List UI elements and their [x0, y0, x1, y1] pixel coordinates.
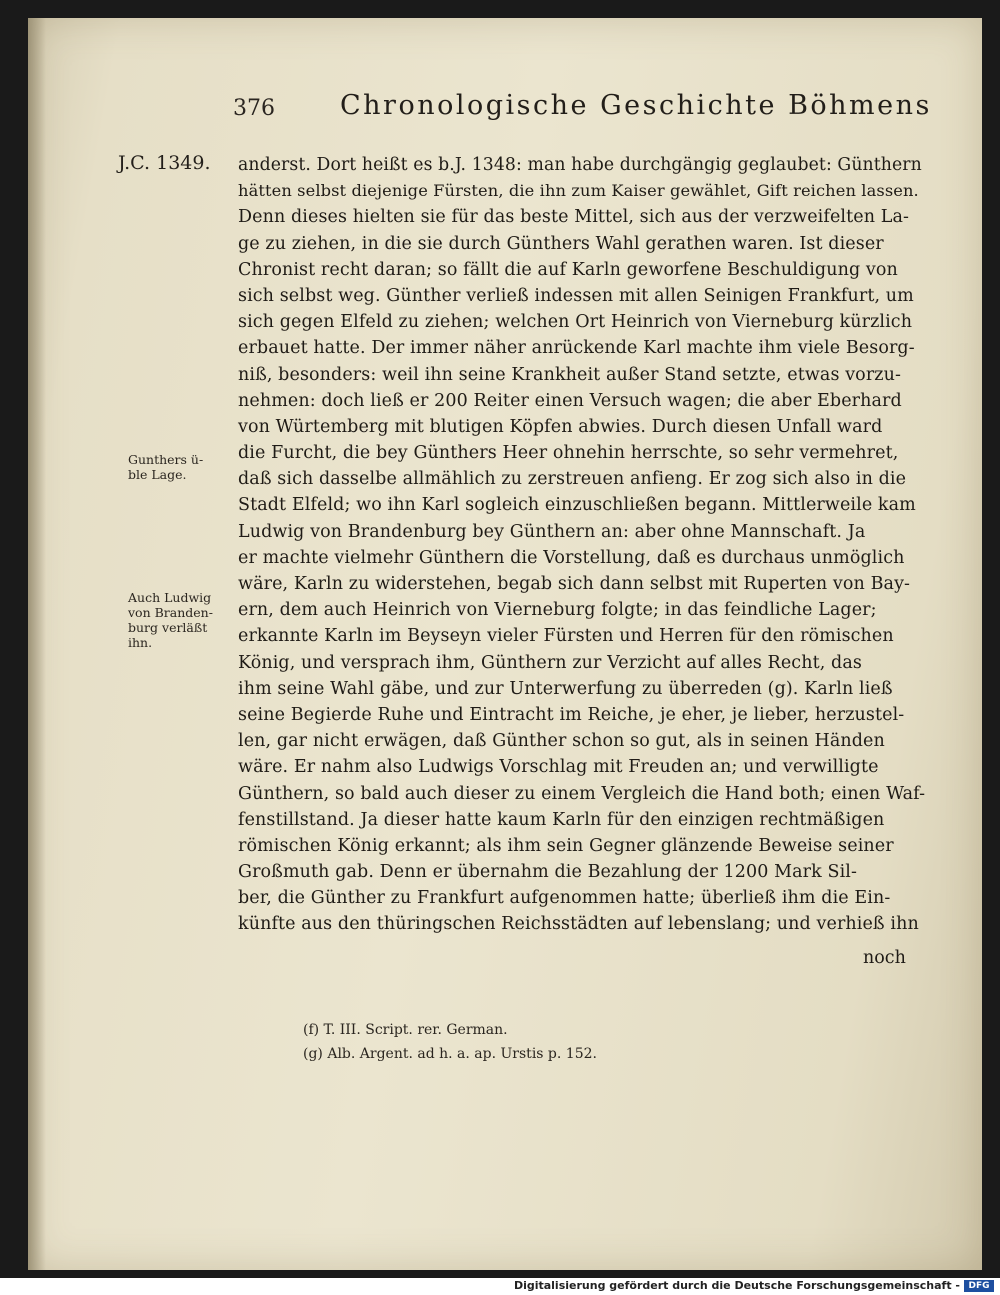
text-line: nehmen: doch ließ er 200 Reiter einen Versuch wagen; die aber Eberhard: [238, 390, 902, 411]
text-line: len, gar nicht erwägen, daß Günther schon so gut, als in seinen Händen: [238, 731, 885, 752]
margin-note-line: ihn.: [128, 635, 153, 650]
text-line: Großmuth gab. Denn er übernahm die Bezahlung der 1200 Mark Sil-: [238, 862, 857, 883]
text-line: fenstillstand. Ja dieser hatte kaum Karln für den einzigen rechtmäßigen: [238, 809, 885, 830]
text-line: Denn dieses hielten sie für das beste Mittel, sich aus der verzweifelten La-: [238, 207, 910, 228]
text-line: ber, die Günther zu Frankfurt aufgenommen hatte; überließ ihm die Ein-: [238, 888, 891, 909]
text-line: Ludwig von Brandenburg bey Günthern an: aber ohne Mannschaft. Ja: [238, 521, 866, 542]
dfg-logo-icon: DFG: [964, 1280, 994, 1292]
margin-note-line: von Branden-: [128, 605, 213, 620]
text-line: die Furcht, die bey Günthers Heer ohnehin herrschte, so sehr vermehret,: [238, 443, 899, 464]
text-line: seine Begierde Ruhe und Eintracht im Reiche, je eher, je lieber, herzustel-: [238, 704, 905, 725]
footnotes: [303, 1018, 803, 1066]
text-line: ern, dem auch Heinrich von Vierneburg folgte; in das feindliche Lager;: [238, 600, 877, 621]
margin-note-ludwig: [128, 590, 213, 650]
margin-note-line: burg verläßt: [128, 620, 208, 635]
credit-bar: [0, 1278, 1000, 1295]
text-line: sich selbst weg. Günther verließ indessen mit allen Seinigen Frankfurt, um: [238, 285, 914, 306]
margin-note-line: ble Lage.: [128, 467, 187, 482]
text-line: Stadt Elfeld; wo ihn Karl sogleich einzuschließen begann. Mittlerweile kam: [238, 495, 916, 516]
footnote-f: (f) T. III. Script. rer. German.: [303, 1022, 508, 1038]
text-line: erbauet hatte. Der immer näher anrückende Karl machte ihm viele Besorg-: [238, 338, 915, 359]
book-page: [28, 18, 982, 1270]
text-line: von Würtemberg mit blutigen Köpfen abwies. Durch diesen Unfall ward: [238, 416, 883, 437]
funding-credit: Digitalisierung gefördert durch die Deutsche Forschungsgemeinschaft -: [513, 1279, 960, 1292]
text-line: Günthern, so bald auch dieser zu einem Vergleich die Hand both; einen Waf-: [238, 783, 926, 804]
margin-note-line: Auch Ludwig: [128, 590, 212, 605]
margin-year: J.C. 1349.: [118, 152, 211, 174]
text-line: ge zu ziehen, in die sie durch Günthers Wahl gerathen waren. Ist dieser: [238, 233, 884, 254]
text-line: wäre. Er nahm also Ludwigs Vorschlag mit Freuden an; und verwilligte: [238, 757, 879, 778]
body-text: [238, 152, 928, 938]
text-line: hätten selbst diejenige Fürsten, die ihn zum Kaiser gewählet, Gift reichen lassen.: [238, 181, 919, 201]
margin-note-guenthers-lage: [128, 452, 203, 482]
text-line: wäre, Karln zu widerstehen, begab sich dann selbst mit Ruperten von Bay-: [238, 574, 911, 594]
catchword: noch: [863, 948, 906, 968]
text-line: er machte vielmehr Günthern die Vorstellung, daß es durchaus unmöglich: [238, 547, 905, 568]
text-line: König, und versprach ihm, Günthern zur Verzicht auf alles Recht, das: [238, 652, 862, 673]
text-line: ihm seine Wahl gäbe, und zur Unterwerfung zu überreden (g). Karln ließ: [238, 678, 893, 699]
text-line: sich gegen Elfeld zu ziehen; welchen Ort Heinrich von Vierneburg kürzlich: [238, 312, 913, 333]
text-line: künfte aus den thüringschen Reichsstädten auf lebenslang; und verhieß ihn: [238, 914, 919, 935]
text-line: römischen König erkannt; als ihm sein Gegner glänzende Beweise seiner: [238, 835, 894, 856]
text-line: erkannte Karln im Beyseyn vieler Fürsten und Herren für den römischen: [238, 626, 894, 647]
text-line: daß sich dasselbe allmählich zu zerstreuen anfieng. Er zog sich also in die: [238, 469, 907, 490]
footnote-g: (g) Alb. Argent. ad h. a. ap. Urstis p. 152.: [303, 1046, 597, 1062]
text-line: niß, besonders: weil ihn seine Krankheit außer Stand setzte, etwas vorzu-: [238, 364, 901, 385]
page-spine-shadow: [28, 18, 46, 1270]
margin-note-line: Gunthers ü-: [128, 452, 204, 467]
running-head: [28, 90, 982, 130]
running-title: Chronologische Geschichte Böhmens: [340, 90, 932, 121]
text-line: anderst. Dort heißt es b.J. 1348: man habe durchgängig geglaubet: Günthern: [238, 155, 922, 175]
text-line: Chronist recht daran; so fällt die auf Karln geworfene Beschuldigung von: [238, 259, 898, 280]
page-number: 376: [233, 96, 275, 121]
